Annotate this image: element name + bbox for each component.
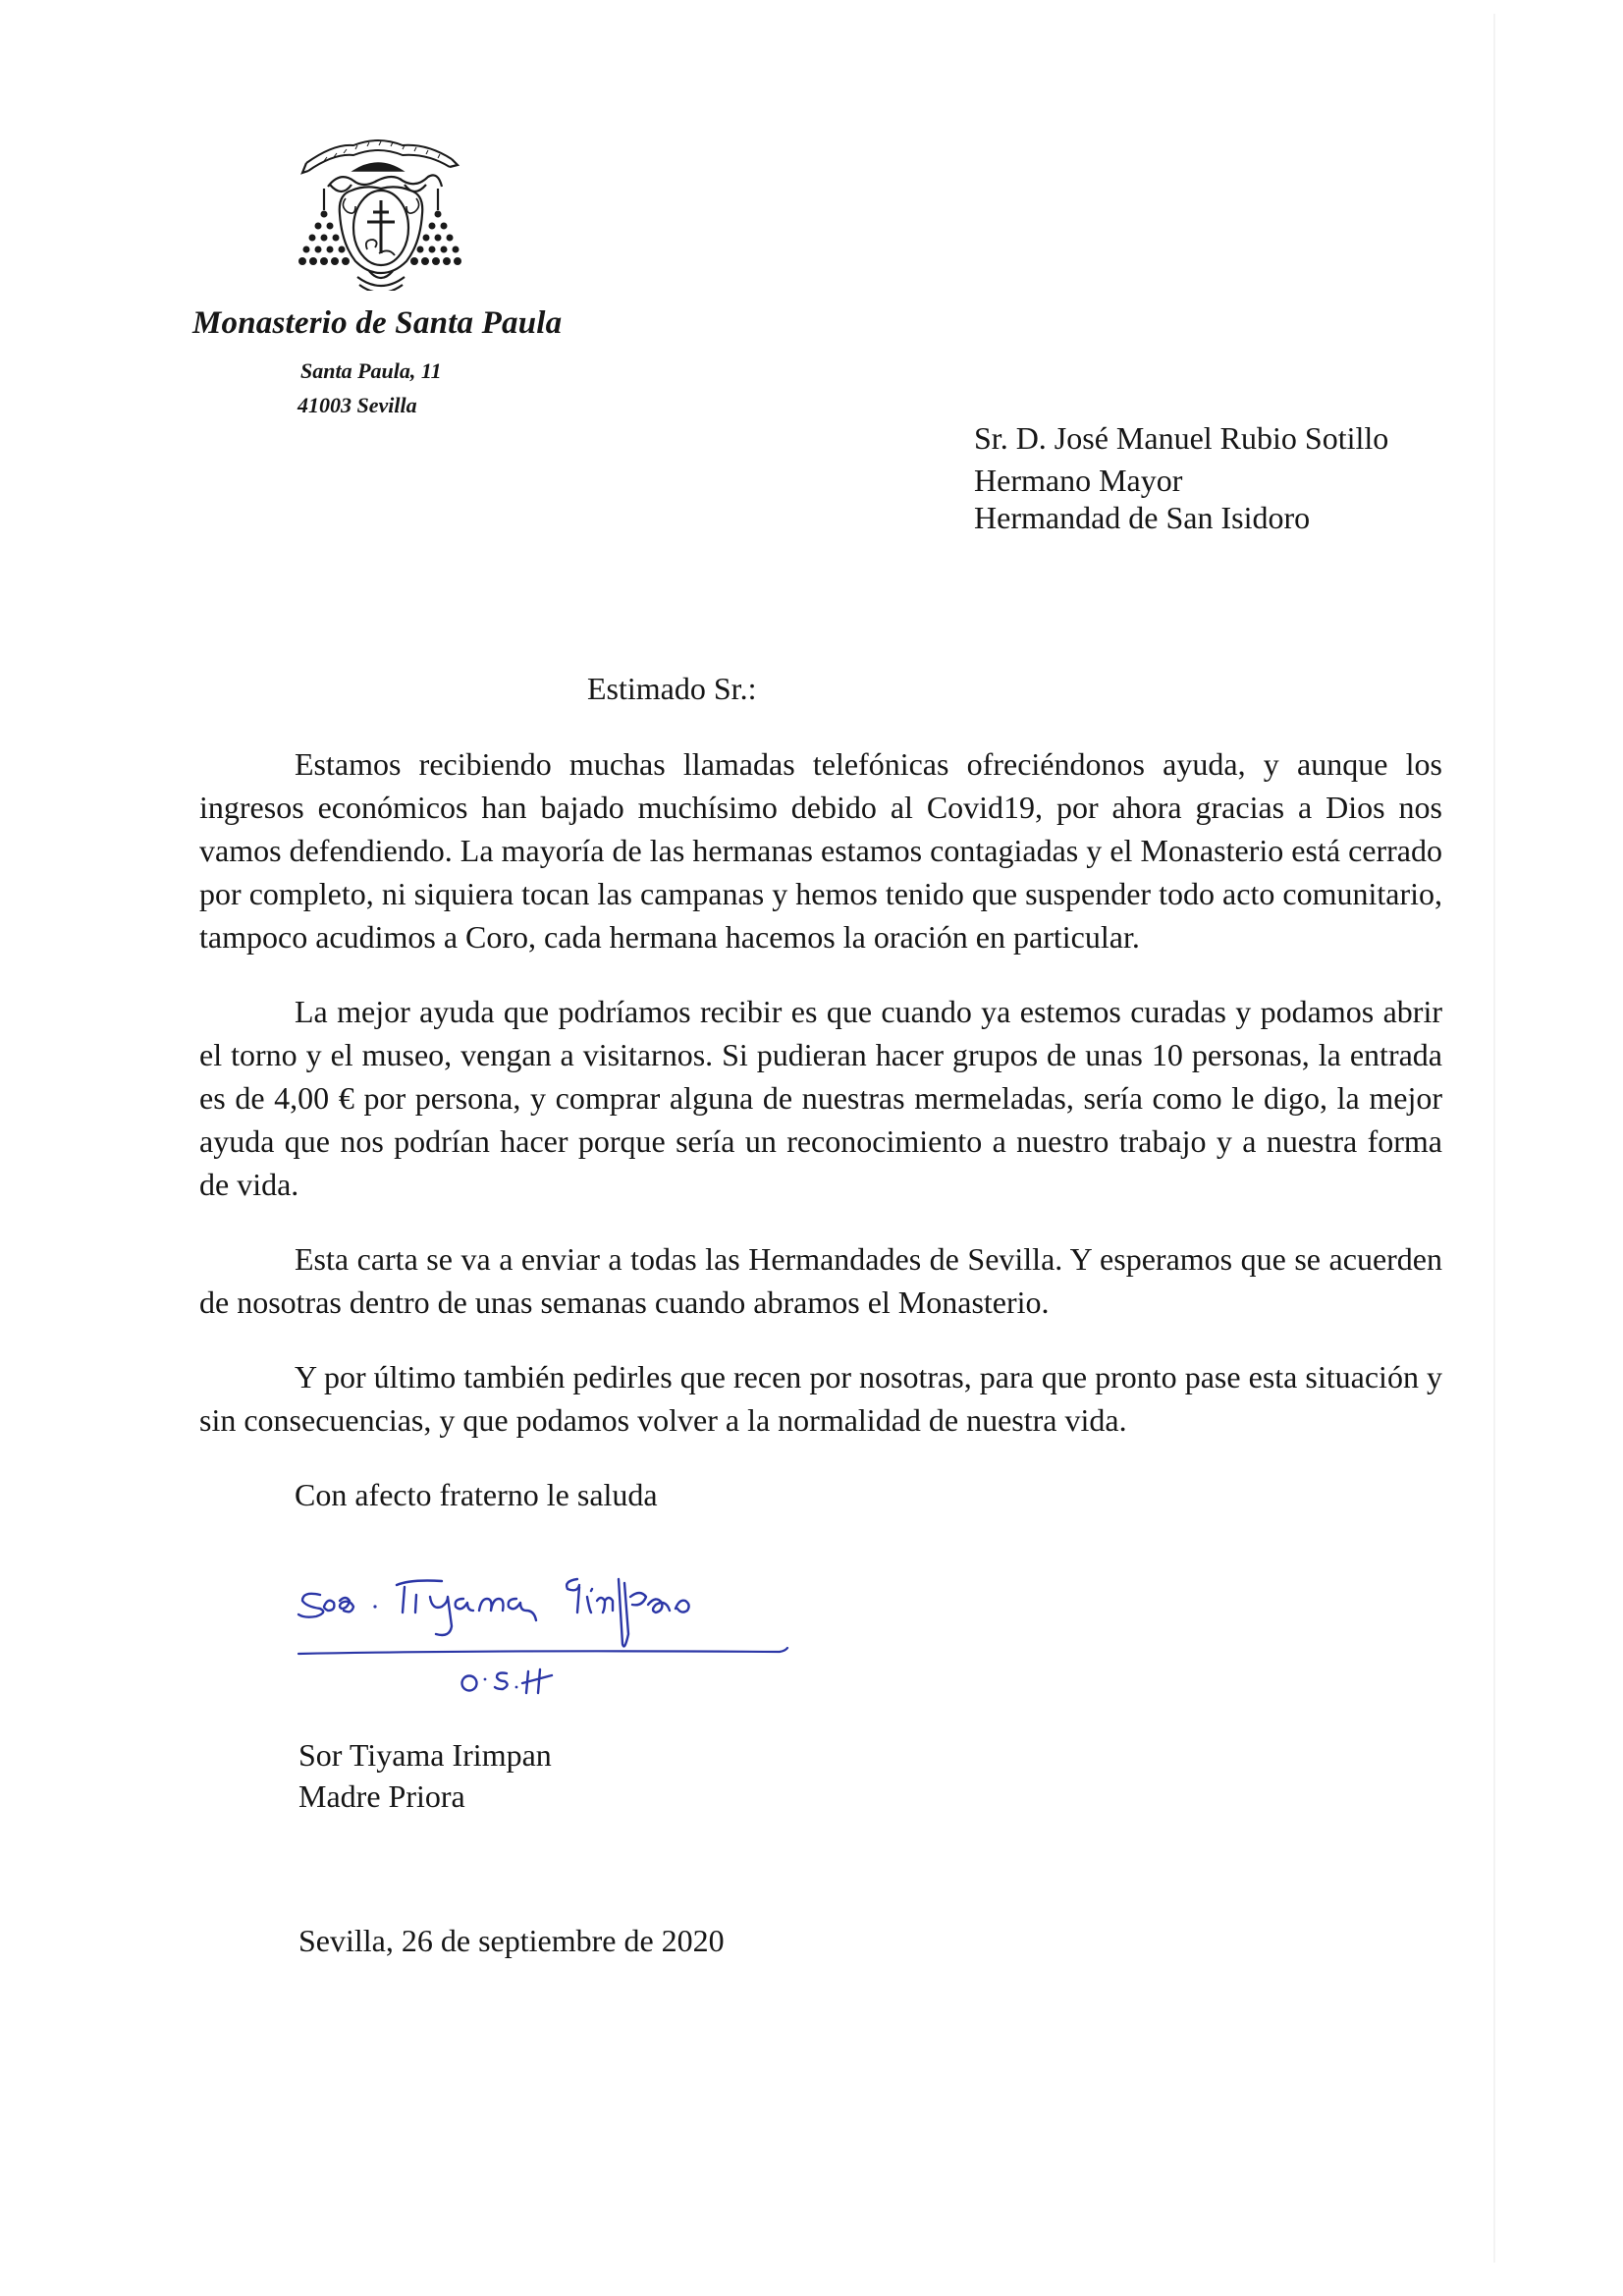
- body-paragraph: Y por último también pedirles que recen por nosotras, para que pronto pase esta situación y sin consecuencias, y que podamos volver a la normalidad de nuestra vida.: [199, 1359, 1442, 1438]
- signer-block: [298, 1734, 552, 1817]
- recipient-title: Hermano Mayor: [974, 463, 1183, 498]
- recipient-organization: Hermandad de San Isidoro: [974, 500, 1311, 535]
- coat-of-arms-icon: [295, 116, 461, 291]
- signer-title: Madre Priora: [298, 1778, 465, 1814]
- address-street: Santa Paula, 11: [300, 358, 442, 383]
- recipient-name: Sr. D. José Manuel Rubio Sotillo: [974, 420, 1389, 456]
- scan-artifact-line: [1493, 14, 1495, 2263]
- handwritten-signature: [295, 1571, 805, 1699]
- signature-text: Sor. Tiyama Irimpan: [295, 1571, 303, 1572]
- organization-name: Monasterio de Santa Paula: [192, 305, 563, 341]
- closing-line: Con afecto fraterno le saluda: [295, 1477, 658, 1512]
- body-paragraph: Esta carta se va a enviar a todas las Hermandades de Sevilla. Y esperamos que se acuerden de nosotras dentro de unas semanas cuando abramos el Monasterio.: [199, 1241, 1442, 1320]
- salutation: Estimado Sr.:: [587, 671, 757, 706]
- date-line: Sevilla, 26 de septiembre de 2020: [298, 1923, 725, 1958]
- body-paragraph: La mejor ayuda que podríamos recibir es que cuando ya estemos curadas y podamos abrir el torno y el museo, vengan a visitarnos. Si pudieran hacer grupos de unas 10 personas, la entrada es de 4,00 € por persona, y comprar alguna de nuestras mermeladas, sería como le digo, la mejor ayuda que nos podrían hacer porque sería un reconocimiento a nuestro trabajo y a nuestra forma de vida.: [199, 994, 1442, 1202]
- letter-body: [199, 742, 1442, 1548]
- address-city: 41003 Sevilla: [298, 393, 417, 417]
- signer-name: Sor Tiyama Irimpan: [298, 1737, 552, 1773]
- recipient-block: [974, 419, 1388, 536]
- body-paragraph: Estamos recibiendo muchas llamadas telefónicas ofreciéndonos ayuda, y aunque los ingresos económicos han bajado muchísimo debido al Covid19, por ahora gracias a Dios nos vamos defendiendo. La mayoría de las hermanas estamos contagiadas y el Monasterio está cerrado por completo, ni siquiera tocan las campanas y hemos tenido que suspender todo acto comunitario, tampoco acudimos a Coro, cada hermana hacemos la oración en particular.: [199, 746, 1442, 955]
